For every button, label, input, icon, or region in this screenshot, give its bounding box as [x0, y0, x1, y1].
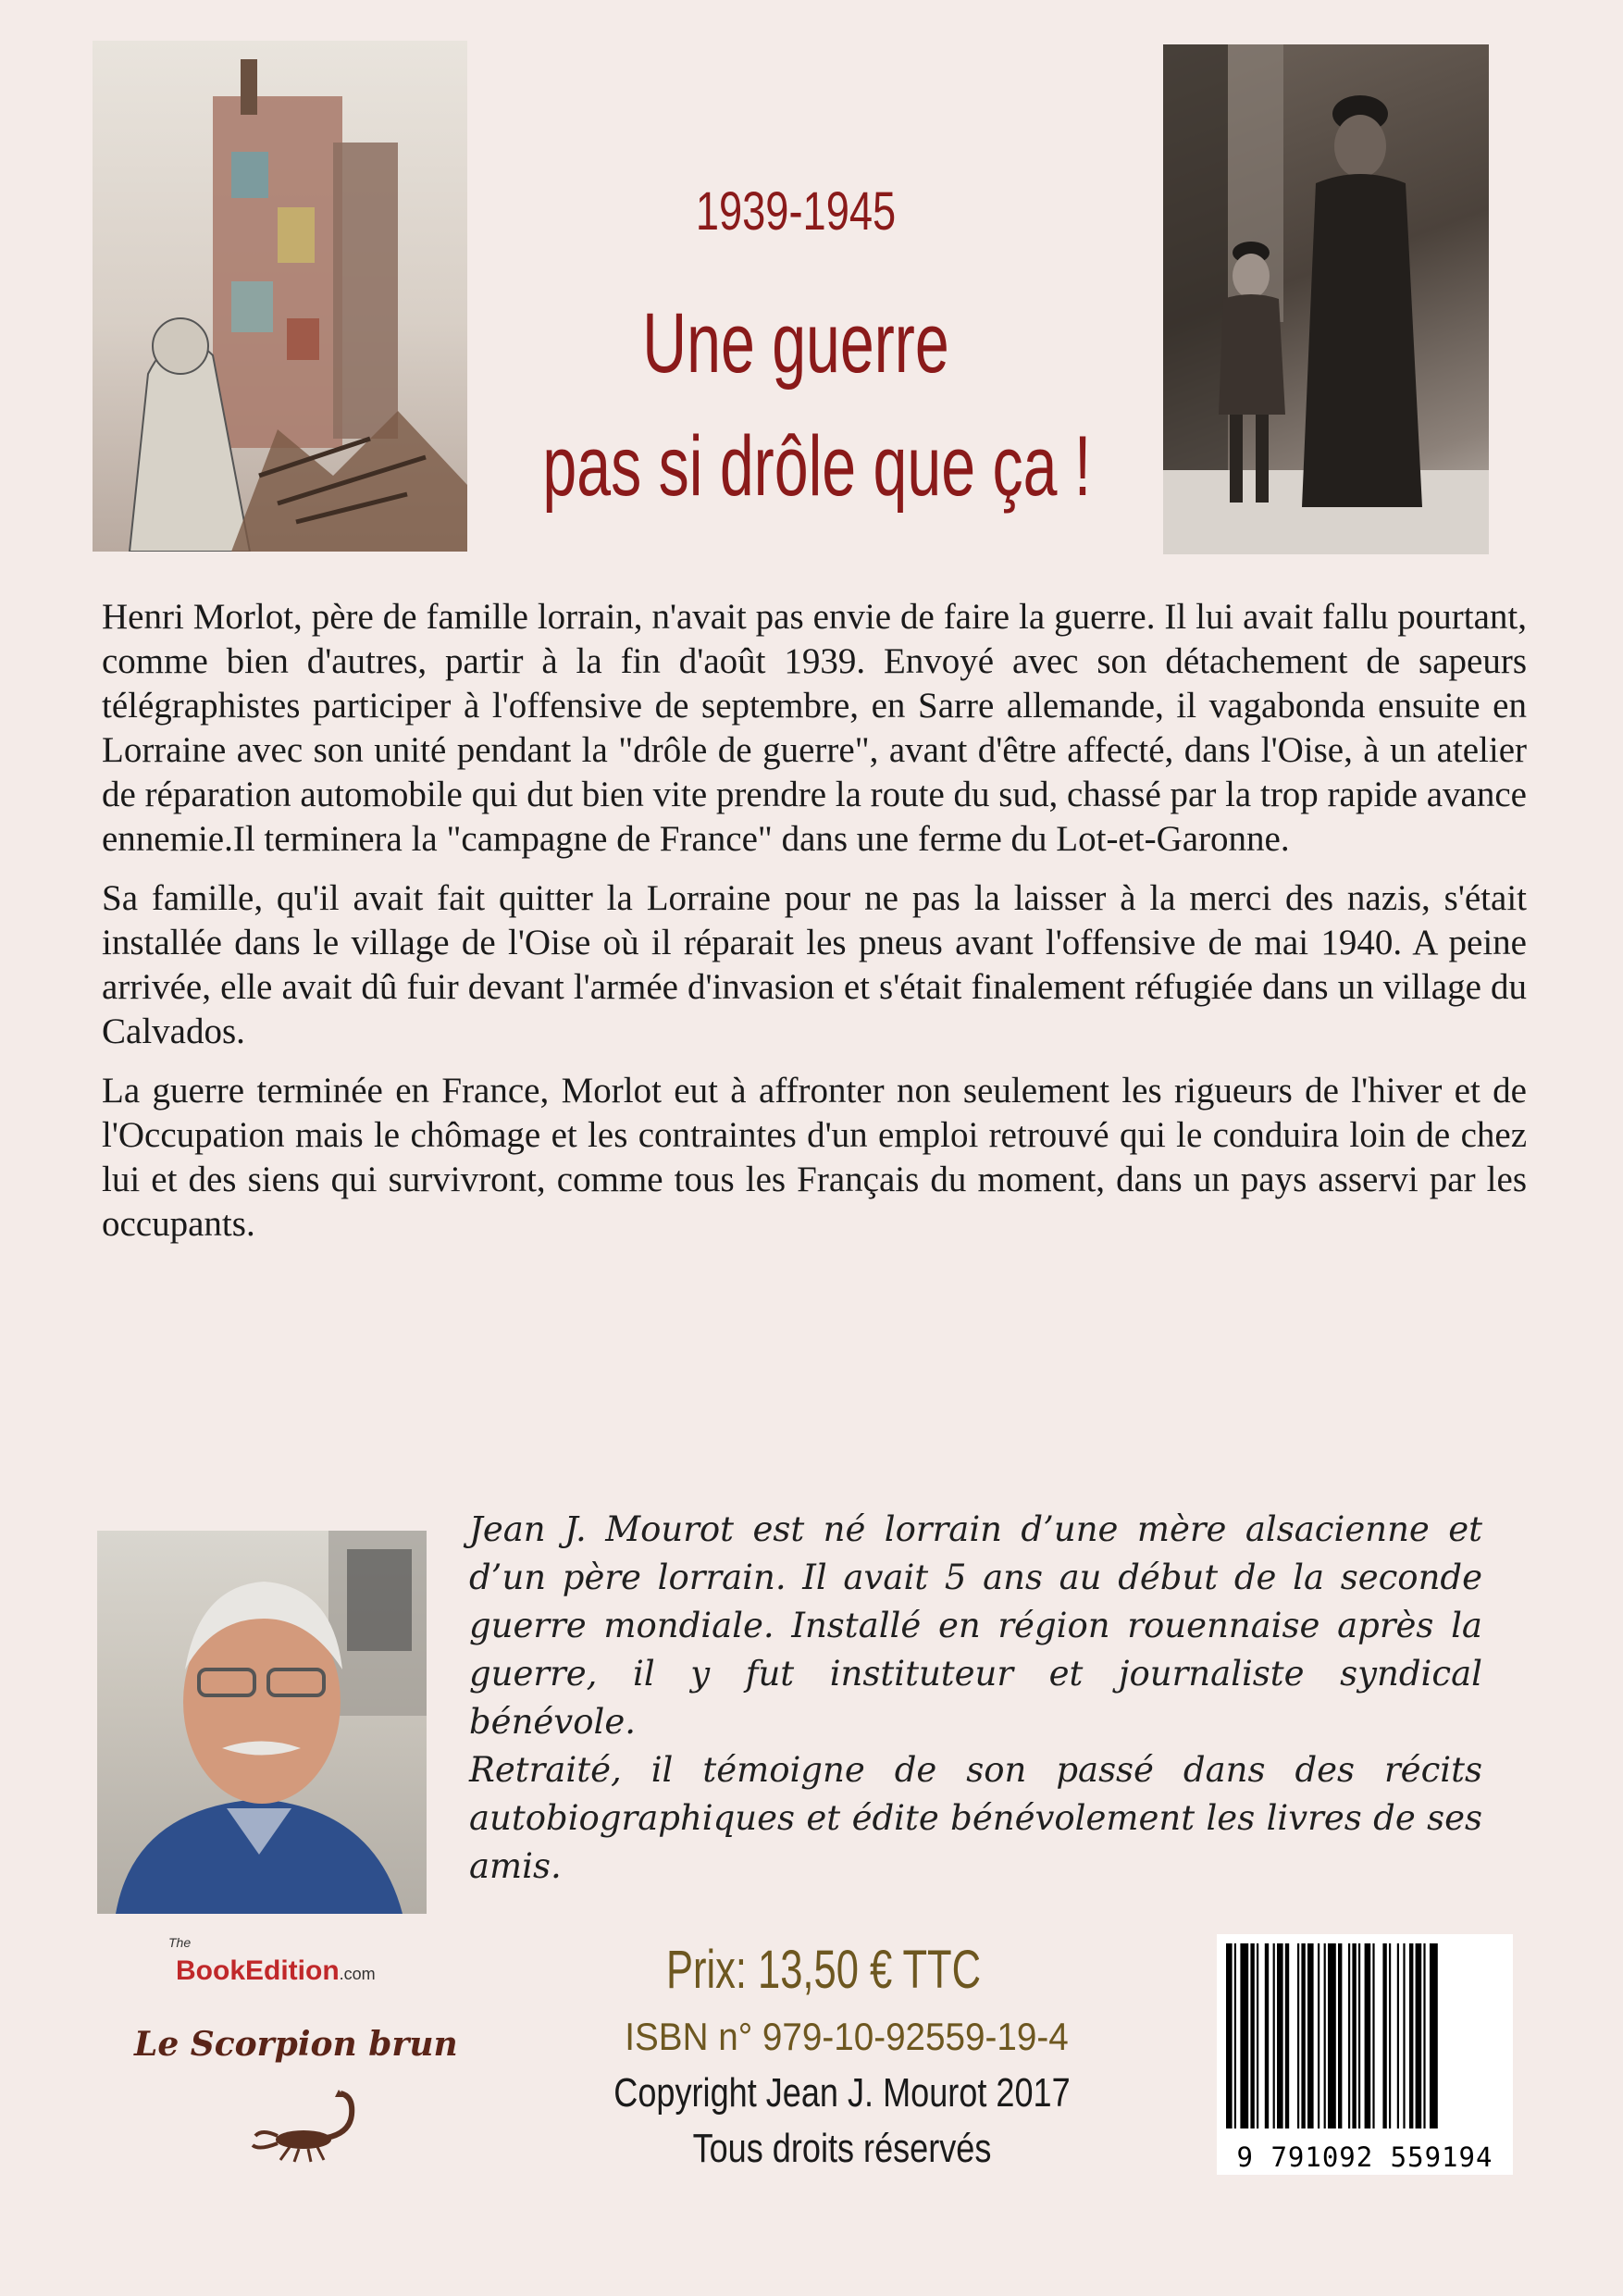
barcode-bar	[1352, 1943, 1356, 2128]
title-years: 1939-1945	[695, 181, 897, 242]
summary-paragraph: Henri Morlot, père de famille lorrain, n'avait pas envie de faire la guerre. Il lui avait fallu pourtant, comme bien d'autres, partir à la fin d'août 1939. Envoyé avec son détachement de sapeurs télégraphistes participer à l'offensive de septembre, en Sarre allemande, il vagabonda ensuite en Lorraine avec son unité pendant la "drôle de guerre", avant d'être affecté, dans l'Oise, à un atelier de réparation automobile qui dut bien vite prendre la route du sud, chassé par la trop rapide avance ennemie.Il terminera la "campagne de France" dans une ferme du Lot-et-Garonne.	[102, 597, 1527, 859]
author-bio	[469, 1506, 1482, 1891]
barcode-bar	[1338, 1943, 1342, 2128]
scorpion-icon	[248, 2082, 368, 2166]
barcode-bar	[1382, 1943, 1386, 2128]
barcode-bar	[1250, 1943, 1254, 2128]
price: Prix: 13,50 € TTC	[665, 1940, 982, 2000]
barcode-bar	[1389, 1943, 1391, 2128]
barcode-bar	[1358, 1943, 1360, 2128]
book-title-line-1: Une guerre	[642, 296, 949, 391]
barcode-bar	[1365, 1943, 1371, 2128]
bookedition-logo	[168, 1935, 376, 1987]
imprint-name: Le Scorpion brun	[134, 2025, 458, 2064]
barcode-digits: 9 791092 559194	[1236, 2141, 1493, 2173]
barcode-bar	[1318, 1943, 1319, 2128]
historic-photo-father-and-son	[1163, 44, 1489, 554]
barcode-bar	[1397, 1943, 1399, 2128]
isbn: ISBN n° 979-10-92559-19-4	[625, 2015, 1069, 2058]
barcode-bar	[1409, 1943, 1413, 2128]
barcode-bar	[1226, 1943, 1233, 2128]
rights-reserved: Tous droits réservés	[692, 2126, 992, 2171]
barcode-bar	[1423, 1943, 1425, 2128]
barcode-bar	[1348, 1943, 1350, 2128]
barcode-bar	[1277, 1943, 1283, 2128]
book-summary	[102, 595, 1527, 1261]
book-title	[542, 282, 1092, 529]
barcode-bar	[1257, 1943, 1258, 2128]
barcode-bar	[1265, 1943, 1269, 2128]
barcode-bar	[1372, 1943, 1374, 2128]
summary-paragraph: La guerre terminée en France, Morlot eut à affronter non seulement les rigueurs de l'hiver et de l'Occupation mais le chômage et les contraintes d'un emploi retrouvé qui le conduira loin de chez lui et des siens qui survivront, comme tous les Français du moment, dans un pays asservi par les occupants.	[102, 1071, 1527, 1244]
barcode-bar	[1328, 1943, 1336, 2128]
barcode	[1217, 1934, 1513, 2175]
summary-paragraph: Sa famille, qu'il avait fait quitter la Lorraine pour ne pas la laisser à la merci des nazis, s'était installée dans le village de l'Oise où il réparait les pneus avant l'offensive de mai 1940. A peine arrivée, elle avait dû fuir devant l'armée d'invasion et s'était finalement réfugiée dans un village du Calvados.	[102, 878, 1527, 1051]
barcode-bar	[1273, 1943, 1275, 2128]
author-photo	[97, 1531, 427, 1914]
barcode-bar	[1430, 1943, 1438, 2128]
barcode-bar	[1285, 1943, 1289, 2128]
barcode-bar	[1297, 1943, 1299, 2128]
author-bio-paragraph: Retraité, il témoigne de son passé dans des récits autobiographiques et édite bénévolement les livres de ses amis.	[469, 1750, 1482, 1886]
author-bio-paragraph: Jean J. Mourot est né lorrain d’une mère alsacienne et d’un père lorrain. Il avait 5 ans au début de la seconde guerre mondiale. Installé en région rouennaise après la guerre, il y fut instituteur et journaliste syndical bénévole.	[469, 1509, 1482, 1742]
bookedition-logo-name: BookEdition	[176, 1955, 340, 1986]
barcode-bar	[1307, 1943, 1314, 2128]
barcode-bar	[1234, 1943, 1236, 2128]
book-title-line-2: pas si drôle que ça !	[542, 419, 1092, 515]
barcode-bar	[1301, 1943, 1305, 2128]
ruined-building-illustration	[93, 41, 467, 552]
barcode-bar	[1324, 1943, 1326, 2128]
copyright: Copyright Jean J. Mourot 2017	[613, 2070, 1071, 2116]
bookedition-logo-the: The	[168, 1935, 192, 1950]
barcode-bar	[1403, 1943, 1405, 2128]
barcode-bars	[1217, 1934, 1513, 2138]
bookedition-logo-com: .com	[339, 1965, 376, 1983]
barcode-bar	[1240, 1943, 1248, 2128]
barcode-bar	[1416, 1943, 1422, 2128]
